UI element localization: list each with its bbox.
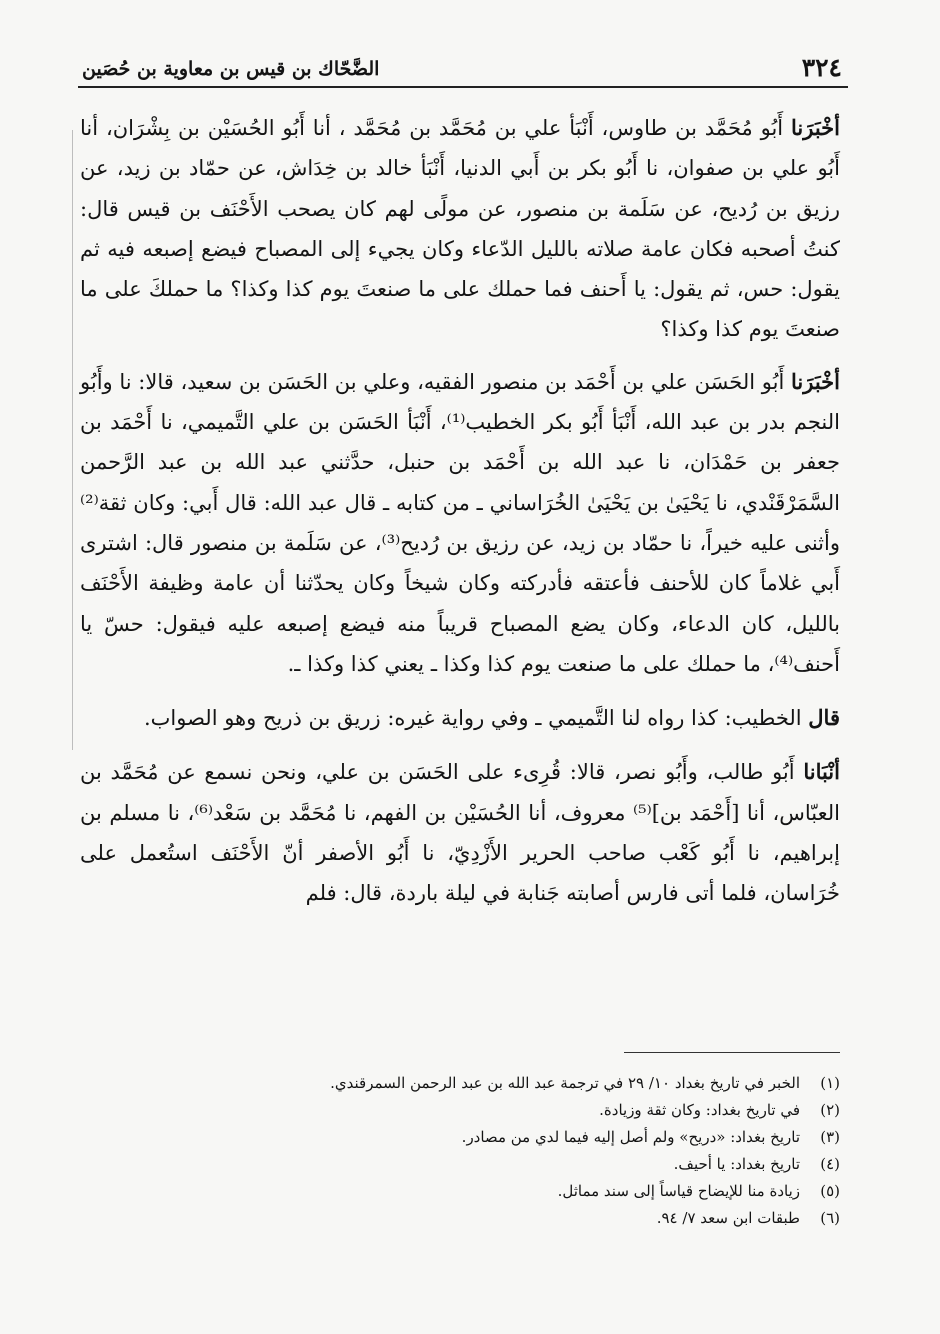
main-text bbox=[80, 108, 840, 914]
footnote-6 bbox=[200, 1205, 840, 1232]
paragraph-lead: قال bbox=[808, 705, 840, 731]
footnote-number: (٢) bbox=[820, 1101, 840, 1119]
paragraph-3 bbox=[80, 698, 840, 738]
footnote-4 bbox=[200, 1151, 840, 1178]
paragraph-lead: أخْبَرَنا bbox=[791, 115, 840, 140]
paragraph-text: الخطيب: كذا رواه لنا التَّميمي ـ وفي رواية غيره: زريق بن ذريح وهو الصواب. bbox=[143, 706, 809, 731]
running-title: الضَّحّاك بن قيس بن معاوية بن حُصَين bbox=[82, 58, 380, 80]
paragraph-lead: أنْبَانا bbox=[803, 759, 840, 785]
footnote-text: الخبر في تاريخ بغداد ١٠/ ٢٩ في ترجمة عبد الله بن عبد الرحمن السمرقندي. bbox=[330, 1074, 800, 1092]
footnote-text: تاريخ بغداد: «دريح» ولم أصل إليه فيما لدي من مصادر. bbox=[461, 1128, 800, 1146]
margin-rule bbox=[72, 130, 73, 750]
footnote-3 bbox=[200, 1124, 840, 1151]
paragraph-text: أَبُو الحَسَن علي بن أَحْمَد بن منصور الفقيه، وعلي بن الحَسَن بن سعيد، قالا: نا وأَبُو النجم بدر بن عبد الله، أَنْبَأ أَبُو بكر الخطيب⁽¹⁾، أَنْبَأ الحَسَن بن علي التَّميمي، نا أَحْمَد بن جعفر بن حَمْدَان، نا عبد الله بن أَحْمَد بن حنبل، حدَّثني عبد الله بن عبد الرَّحمن السَّمَرْقَنْدي، نا يَحْيَىٰ بن يَحْيَىٰ الخُرَاساني ـ من كتابه ـ قال عبد الله: قال أَبي: وكان ثقة⁽²⁾ وأثنى عليه خيراً، نا حمّاد بن زيد، عن رزيق بن رُديح⁽³⁾، عن سَلَمة بن منصور قال: اشترى أَبي غلاماً كان للأحنف فأعتقه فأدركته وكان شيخاً وكان يحدّثنا أن عامة وظيفة الأَحْنَف بالليل، كان الدعاء، وكان يضع المصباح قريباً منه فيضع إصبعه عليه فيقول: حسّ يا أَحنف⁽⁴⁾، ما حملك على ما صنعت يوم كذا وكذا ـ يعني كذا وكذا ـ. bbox=[80, 369, 840, 676]
footnotes bbox=[200, 1070, 840, 1232]
paragraph-1 bbox=[80, 108, 840, 350]
paragraph-2 bbox=[80, 362, 840, 684]
footnote-number: (١) bbox=[820, 1074, 840, 1092]
footnote-1 bbox=[200, 1070, 840, 1097]
paragraph-lead: أخْبَرَنا bbox=[791, 368, 840, 394]
footnote-text: طبقات ابن سعد ٧/ ٩٤. bbox=[656, 1209, 800, 1227]
footnote-number: (٤) bbox=[820, 1155, 840, 1173]
footnote-5 bbox=[200, 1178, 840, 1205]
footnote-divider bbox=[624, 1052, 840, 1053]
footnote-text: زيادة منا للإيضاح قياساً إلى سند مماثل. bbox=[557, 1182, 800, 1200]
footnote-text: تاريخ بغداد: يا أحيف. bbox=[673, 1155, 800, 1173]
footnote-number: (٣) bbox=[820, 1128, 840, 1146]
paragraph-text: أَبُو طالب، وأَبُو نصر، قالا: قُرِىء على الحَسَن بن علي، ونحن نسمع عن مُحَمَّد بن العبّاس، أنا [أَحْمَد بن]⁽⁵⁾ معروف، أنا الحُسَيْن بن الفهم، نا مُحَمَّد بن سَعْد⁽⁶⁾، نا مسلم بن إبراهيم، نا أَبُو كَعْب صاحب الحرير الأَزْدِيّ، نا أَبُو الأصفر أنّ الأَحْنَف استُعمل على خُرَاسان، فلما أتى فارس أصابته جَنابة في ليلة باردة، قال: فلم bbox=[80, 760, 840, 906]
footnote-2 bbox=[200, 1097, 840, 1124]
footnote-text: في تاريخ بغداد: وكان ثقة وزيادة. bbox=[599, 1101, 800, 1119]
paragraph-4 bbox=[80, 752, 840, 913]
footnote-number: (٦) bbox=[820, 1209, 840, 1227]
footnote-number: (٥) bbox=[820, 1182, 840, 1200]
page-header bbox=[78, 48, 848, 88]
paragraph-text: أَبُو مُحَمَّد بن طاوس، أَنْبَأ علي بن مُحَمَّد بن مُحَمَّد ، أنا أَبُو الحُسَيْن بن بِشْرَان، أنا أَبُو علي بن صفوان، نا أَبُو بكر بن أَبي الدنيا، أَنْبَأ خالد بن خِدَاش، عن حمّاد بن زيد، عن رزيق بن رُديح، عن سَلَمة بن منصور، عن مولًى لهم كان يصحب الأَحْنَف بن قيس قال: كنتُ أصحبه فكان عامة صلاته بالليل الدّعاء وكان يجيء إلى المصباح فيضع إصبعه فيه ثم يقول: حس، ثم يقول: يا أَحنف فما حملك على ما صنعتَ يوم كذا وكذا؟ ما حملكَ على ما صنعتَ يوم كذا وكذا؟ bbox=[80, 116, 840, 342]
page-number: ٣٢٤ bbox=[801, 53, 842, 82]
